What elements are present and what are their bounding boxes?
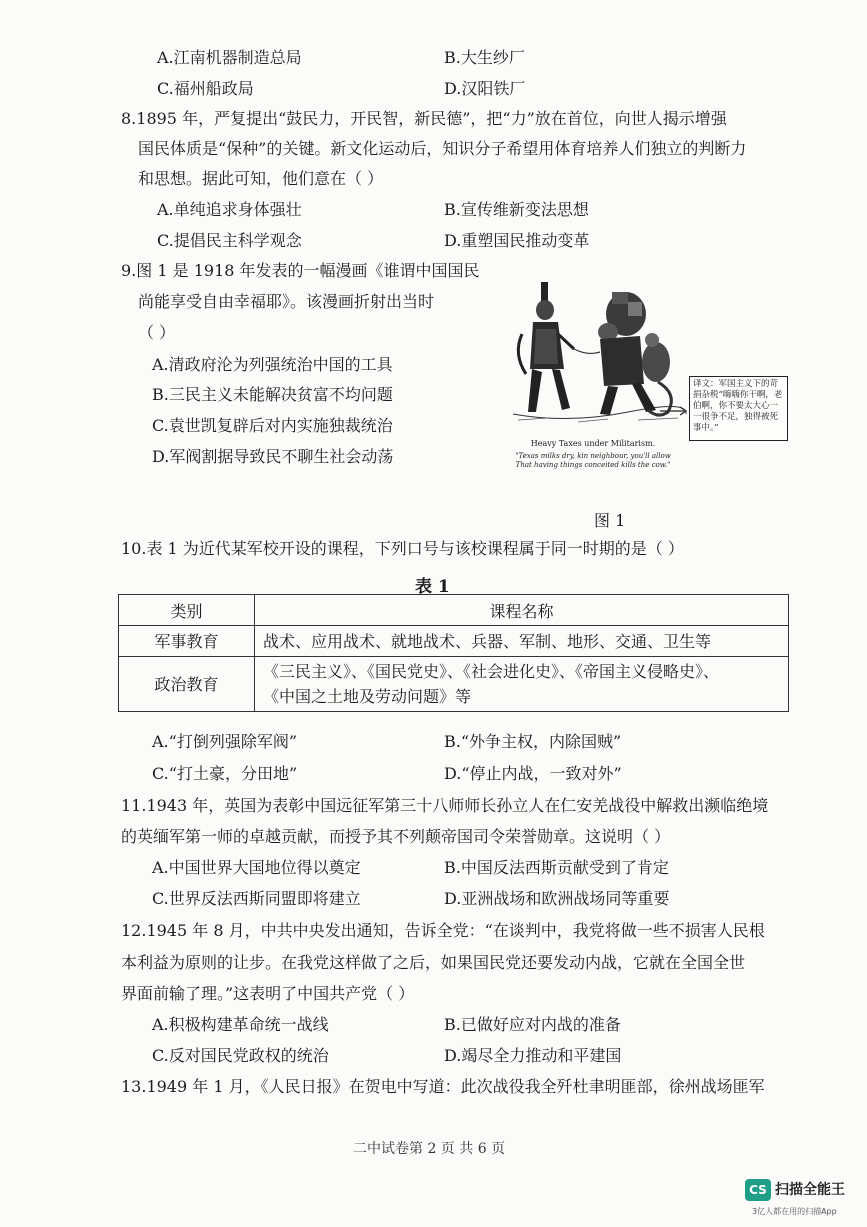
q12-stem-line1: 12.1945 年 8 月，中共中央发出通知，告诉全党：“在谈判中，我党将做一些不损害人民根 — [121, 921, 765, 940]
table-cell-courses — [255, 626, 789, 657]
q11-option-c: C.世界反法西斯同盟即将建立 — [152, 889, 361, 908]
q8-option-b: B.宣传维新变法思想 — [444, 200, 589, 219]
q8-stem-line2: 国民体质是“保种”的关键。新文化运动后，知识分子希望用体育培养人们独立的判断力 — [138, 139, 747, 158]
q7-option-d: D.汉阳铁厂 — [444, 79, 526, 98]
q10-option-c: C.“打土豪，分田地” — [152, 764, 298, 783]
q10-option-b: B.“外争主权，内除国贼” — [444, 732, 622, 751]
table-header-row — [119, 595, 789, 626]
translation-box: 译文：军国主义下的苛捐杂税“嗨嗨你干啊，老伯啊，你不要太大心一一很争不足，独得被死事中。” — [689, 376, 788, 441]
q7-option-a: A.江南机器制造总局 — [157, 48, 302, 67]
q8-option-c: C.提倡民主科学观念 — [157, 231, 302, 250]
cartoon-caption-verse: "Texas milks dry, kin neighbour, you'll allow That having things conceited kills the cow." — [515, 452, 671, 469]
q8-stem-line3: 和思想。据此可知，他们意在（ ） — [138, 169, 384, 188]
table-row — [119, 657, 789, 712]
course-table — [118, 594, 789, 712]
q8-option-a: A.单纯追求身体强壮 — [157, 200, 302, 219]
courses-line: 战术、应用战术、就地战术、兵器、军制、地形、交通、卫生等 — [263, 631, 712, 651]
q7-option-b: B.大生纱厂 — [444, 48, 525, 67]
q8-stem-line1: 8.1895 年，严复提出“鼓民力，开民智，新民德”，把“力”放在首位，向世人揭示增强 — [121, 109, 727, 128]
table-cell-courses — [255, 657, 789, 712]
q13-stem-line1: 13.1949 年 1 月，《人民日报》在贺电中写道：此次战役我全歼杜聿明匪部，徐州战场匪军 — [121, 1077, 765, 1096]
q12-option-b: B.已做好应对内战的准备 — [444, 1015, 621, 1034]
camscanner-logo-icon: CS — [745, 1179, 771, 1201]
q9-option-c: C.袁世凯复辟后对内实施独裁统治 — [152, 416, 393, 435]
q11-stem-line2: 的英缅军第一师的卓越贡献，而授予其不列颠帝国司令荣誉勋章。这说明（ ） — [121, 827, 671, 846]
q11-option-a: A.中国世界大国地位得以奠定 — [152, 858, 361, 877]
q10-option-d: D.“停止内战，一致对外” — [444, 764, 622, 783]
table-cell-category: 政治教育 — [119, 657, 255, 712]
figure-label: 图 1 — [594, 511, 626, 530]
table-cell-category: 军事教育 — [119, 626, 255, 657]
courses-line: 《三民主义》、《国民党史》、《社会进化史》、《帝国主义侵略史》、 — [263, 662, 720, 681]
q9-option-a: A.清政府沦为列强统治中国的工具 — [152, 355, 393, 374]
q9-option-b: B.三民主义未能解决贫富不均问题 — [152, 385, 393, 404]
q11-option-b: B.中国反法西斯贡献受到了肯定 — [444, 858, 669, 877]
table-header-courses: 课程名称 — [255, 595, 789, 626]
q8-option-d: D.重塑国民推动变革 — [444, 231, 590, 250]
q12-option-c: C.反对国民党政权的统治 — [152, 1046, 329, 1065]
q12-option-a: A.积极构建革命统一战线 — [152, 1015, 329, 1034]
arrow-icon — [660, 405, 690, 417]
courses-line: 《中国之土地及劳动问题》等 — [263, 687, 472, 706]
q11-stem-line1: 11.1943 年，英国为表彰中国远征军第三十八师师长孙立人在仁安羌战役中解救出濒临绝境 — [121, 796, 769, 815]
q11-option-d: D.亚洲战场和欧洲战场同等重要 — [444, 889, 670, 908]
q10-stem-line1: 10.表 1 为近代某军校开设的课程，下列口号与该校课程属于同一时期的是（ ） — [121, 539, 684, 558]
q7-option-c: C.福州船政局 — [157, 79, 254, 98]
q9-stem-line2: 尚能享受自由幸福耶》。该漫画折射出当时 — [138, 292, 435, 311]
q9-stem-line1: 9.图 1 是 1918 年发表的一幅漫画《谁谓中国国民 — [121, 261, 480, 280]
q12-stem-line2: 本利益为原则的让步。在我党这样做了之后，如果国民党还要发动内战，它就在全国全世 — [121, 953, 746, 972]
q9-stem-line3: （ ） — [138, 323, 176, 342]
cartoon-caption-title: Heavy Taxes under Militarism. — [530, 439, 656, 448]
table-header-category: 类别 — [119, 595, 255, 626]
table-title: 表 1 — [415, 577, 450, 597]
camscanner-name: 扫描全能王 — [775, 1182, 845, 1198]
q12-stem-line3: 界面前输了理。”这表明了中国共产党（ ） — [121, 984, 415, 1003]
q9-option-d: D.军阀割据导致民不聊生社会动荡 — [152, 447, 394, 466]
table-row — [119, 626, 789, 657]
q10-option-a: A.“打倒列强除军阀” — [152, 732, 298, 751]
q12-option-d: D.竭尽全力推动和平建国 — [444, 1046, 622, 1065]
camscanner-tagline: 3亿人都在用的扫描App — [752, 1207, 837, 1216]
page-footer: 二中试卷第 2 页 共 6 页 — [353, 1141, 506, 1157]
